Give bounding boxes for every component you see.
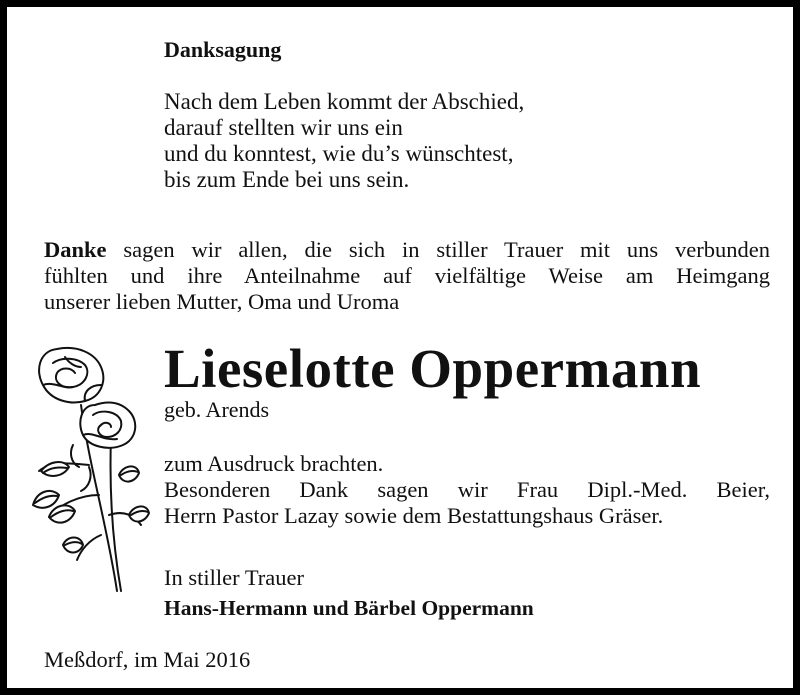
acknowledgement-line: Besonderen Dank sagen wir Frau Dipl.-Med. Beier, bbox=[164, 477, 770, 502]
poem-line: und du konntest, wie du’s wünschtest, bbox=[164, 141, 514, 166]
poem-line: darauf stellten wir uns ein bbox=[164, 115, 403, 140]
closing-phrase: In stiller Trauer bbox=[164, 565, 304, 590]
thanks-lead: Danke bbox=[44, 237, 107, 262]
thanks-paragraph bbox=[44, 237, 770, 315]
thanks-line bbox=[44, 237, 770, 263]
deceased-name: Lieselotte Oppermann bbox=[164, 338, 702, 399]
acknowledgement-paragraph bbox=[164, 451, 770, 529]
rose-icon bbox=[29, 345, 151, 595]
thanks-line: fühlten und ihre Anteilnahme auf vielfältige Weise am Heimgang bbox=[44, 263, 770, 288]
notice-heading: Danksagung bbox=[164, 37, 282, 62]
acknowledgement-line: zum Ausdruck brachten. bbox=[164, 451, 384, 476]
poem-line: Nach dem Leben kommt der Abschied, bbox=[164, 89, 525, 114]
poem bbox=[164, 89, 524, 193]
acknowledgement-line: Herrn Pastor Lazay sowie dem Bestattungshaus Gräser. bbox=[164, 503, 664, 528]
birth-name: geb. Arends bbox=[164, 397, 270, 422]
family-signature: Hans-Hermann und Bärbel Oppermann bbox=[164, 596, 534, 620]
thanks-line: unserer lieben Mutter, Oma und Uroma bbox=[44, 289, 400, 314]
poem-line: bis zum Ende bei uns sein. bbox=[164, 167, 410, 192]
thanks-text: sagen wir allen, die sich in stiller Trauer mit uns verbunden bbox=[106, 237, 770, 262]
place-date: Meßdorf, im Mai 2016 bbox=[44, 647, 251, 672]
